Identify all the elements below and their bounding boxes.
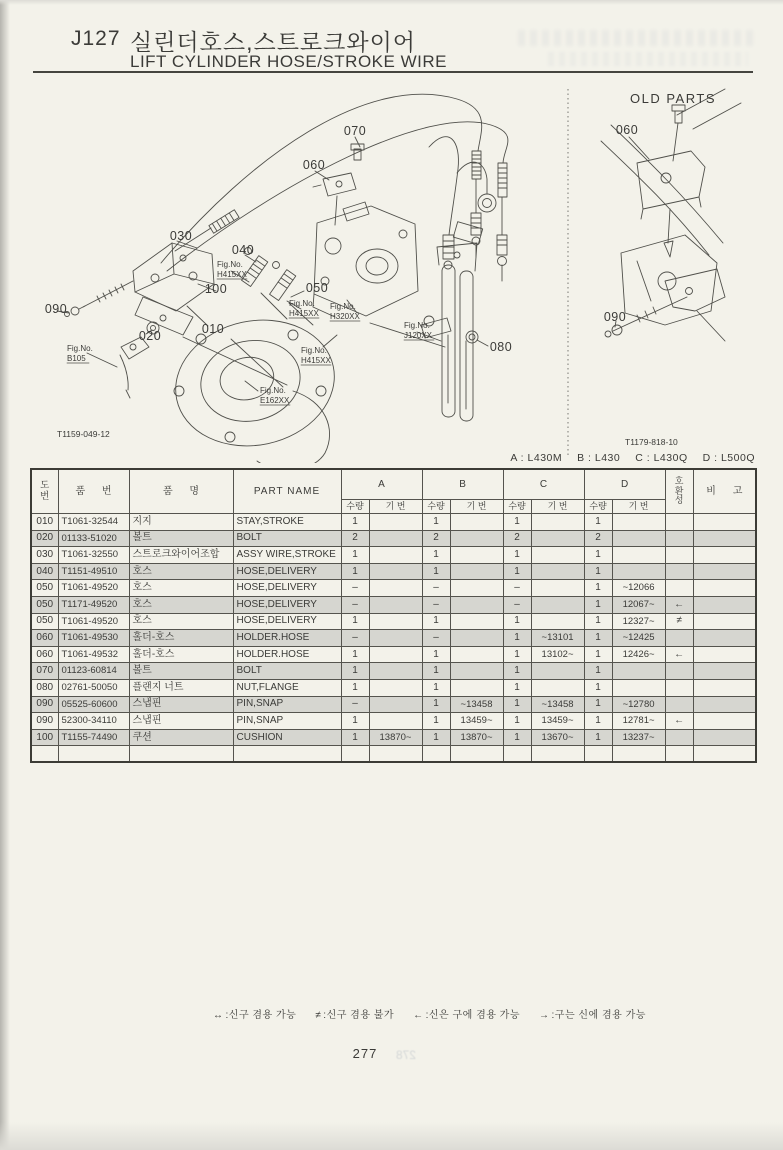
cell-qty-d: 1 [584,696,612,713]
table-row [31,580,756,597]
cell-serial-d: ~12780 [612,696,665,713]
page-title-english: LIFT CYLINDER HOSE/STROKE WIRE [130,52,447,71]
cell-part-no: 01123-60814 [58,663,129,680]
fig-ref-code: J120XX [404,331,433,340]
cell-qty-d: 1 [584,580,612,597]
cell-remarks [693,646,756,663]
col-header-part-no: 품 번 [58,469,129,514]
fig-ref-code: B105 [67,354,86,363]
cell-serial-a [369,646,422,663]
table-row [31,713,756,730]
fig-ref-code: H415XX [217,270,247,279]
cell-qty-a: 1 [341,679,369,696]
cell-remarks [693,596,756,613]
cell-no: 060 [31,630,58,647]
cell-remarks [693,613,756,630]
cell-name-ko: 플랜지 너트 [129,679,233,696]
cell-serial-d [612,563,665,580]
cell-compat [665,547,693,564]
cell-compat [665,563,693,580]
cell-part-name: ASSY WIRE,STROKE [233,547,341,564]
cell-remarks [693,713,756,730]
cell-serial-c [531,514,584,531]
cell-serial-d: ~12425 [612,630,665,647]
table-row [31,630,756,647]
cell-serial-b: 13870~ [450,729,503,746]
table-row [31,530,756,547]
cell-part-name: PIN,SNAP [233,713,341,730]
cell-serial-c [531,613,584,630]
cell-qty-d: 1 [584,547,612,564]
cell-serial-d: ~12066 [612,580,665,597]
cell-serial-b [450,663,503,680]
fig-ref-prefix: Fig.No. [330,302,356,311]
model-a: A : L430M [510,452,563,464]
title-underline [33,71,753,73]
legend-item: ≠ :신구 겸용 불가 [315,1010,395,1021]
cell-qty-b: 1 [422,713,450,730]
cell-qty-d: 1 [584,514,612,531]
cell-qty-a: 1 [341,514,369,531]
cell-no: 020 [31,530,58,547]
cell-serial-d: 12426~ [612,646,665,663]
cell-part-name: CUSHION [233,729,341,746]
legend-item: → :구는 신에 겸용 가능 [539,1010,646,1021]
cell-qty-d: 1 [584,679,612,696]
table-row [31,596,756,613]
cell-serial-a [369,580,422,597]
cell-qty-c: 1 [503,713,531,730]
callout-010: 010 [201,322,225,336]
cell-serial-d [612,514,665,531]
cell-name-ko: 스냅핀 [129,696,233,713]
cell-qty-b: 1 [422,679,450,696]
cell-qty-c: 1 [503,630,531,647]
table-row [31,729,756,746]
cell-serial-b [450,630,503,647]
cell-serial-a [369,613,422,630]
cell-serial-b [450,580,503,597]
cell-qty-c: 1 [503,613,531,630]
cell-serial-c [531,580,584,597]
cell-qty-d: 1 [584,713,612,730]
cell-qty-a: – [341,596,369,613]
cell-name-ko: 볼트 [129,663,233,680]
cell-qty-c: 1 [503,696,531,713]
table-row [31,547,756,564]
table-row [31,679,756,696]
cell-serial-b [450,563,503,580]
cell-part-name: HOSE,DELIVERY [233,596,341,613]
cell-part-name: HOLDER.HOSE [233,646,341,663]
cell-no: 060 [31,646,58,663]
cell-name-ko: 홀더-호스 [129,630,233,647]
cell-serial-d [612,547,665,564]
cell-qty-a: 1 [341,713,369,730]
fig-ref-prefix: Fig.No. [404,321,430,330]
cell-qty-d: 1 [584,563,612,580]
cell-qty-a: 1 [341,563,369,580]
cell-remarks [693,679,756,696]
col-header-remarks: 비 고 [693,469,756,514]
cell-serial-c [531,547,584,564]
cell-no: 040 [31,563,58,580]
col-group-d: D [584,469,665,500]
cell-qty-a: – [341,696,369,713]
cell-remarks [693,630,756,647]
cell-part-no: T1061-49520 [58,580,129,597]
cell-part-no: T1061-32550 [58,547,129,564]
col-header-part-name: PART NAME [233,469,341,514]
cell-qty-c: 1 [503,514,531,531]
cell-serial-a [369,663,422,680]
callout-050: 050 [305,281,329,295]
cell-part-no: T1155-74490 [58,729,129,746]
cell-serial-b [450,530,503,547]
callout-070: 070 [343,124,367,138]
fig-ref-code: E162XX [260,396,290,405]
cell-qty-c: – [503,596,531,613]
cell-part-name: HOSE,DELIVERY [233,563,341,580]
cell-remarks [693,729,756,746]
model-c: C : L430Q [635,452,688,464]
cell-serial-b [450,596,503,613]
cell-serial-c: ~13458 [531,696,584,713]
cell-serial-c: 13670~ [531,729,584,746]
cell-name-ko: 쿠션 [129,729,233,746]
scan-edge-left [0,0,10,1150]
col-header-serial: 기 번 [369,500,422,514]
cell-serial-b [450,514,503,531]
cell-remarks [693,580,756,597]
cell-no: 050 [31,596,58,613]
cell-part-name: HOSE,DELIVERY [233,580,341,597]
table-row [31,663,756,680]
table-row [31,514,756,531]
col-header-qty: 수량 [584,500,612,514]
bleedthrough-smudge [518,30,758,46]
model-d: D : L500Q [702,452,755,464]
cell-qty-b: – [422,630,450,647]
cell-qty-d: 1 [584,663,612,680]
cell-no: 010 [31,514,58,531]
cell-name-ko: 스냅핀 [129,713,233,730]
empty-table-area [31,746,756,763]
cell-compat: ← [665,713,693,730]
legend-item: ↔ :신구 겸용 가능 [213,1010,297,1021]
cell-compat [665,679,693,696]
callout-080: 080 [489,340,513,354]
cell-serial-c [531,663,584,680]
cell-qty-a: 1 [341,646,369,663]
cell-compat [665,514,693,531]
scan-edge-top [0,0,783,5]
cell-name-ko: 홀더-호스 [129,646,233,663]
cell-no: 050 [31,613,58,630]
cell-serial-d: 12067~ [612,596,665,613]
exploded-parts-diagram [25,85,765,463]
cell-serial-d [612,663,665,680]
cell-no: 090 [31,713,58,730]
cell-serial-b [450,679,503,696]
cell-qty-a: 1 [341,729,369,746]
bleedthrough-page-number: 278 [396,1048,417,1062]
cell-name-ko: 호스 [129,563,233,580]
cell-serial-b: ~13458 [450,696,503,713]
fig-ref-prefix: Fig.No. [217,260,243,269]
callout-090: 090 [44,302,68,316]
cell-qty-b: 1 [422,563,450,580]
cell-qty-c: 1 [503,547,531,564]
callout-100: 100 [204,282,228,296]
cell-compat [665,530,693,547]
cell-compat [665,729,693,746]
page-title-korean: 실린더호스,스트로크와이어 [130,29,417,55]
cell-no: 050 [31,580,58,597]
cell-qty-b: 1 [422,696,450,713]
fig-ref-prefix: Fig.No. [289,299,315,308]
cell-compat [665,580,693,597]
table-row [31,613,756,630]
symbol-legend [213,1006,646,1021]
cell-part-name: HOSE,DELIVERY [233,613,341,630]
col-group-a: A [341,469,422,500]
cell-serial-a [369,713,422,730]
cell-qty-c: 2 [503,530,531,547]
callout-060: 060 [302,158,326,172]
cell-qty-a: 1 [341,663,369,680]
cell-part-name: PIN,SNAP [233,696,341,713]
cell-qty-a: – [341,580,369,597]
model-legend [510,452,755,464]
col-header-index: 도 번 [31,469,58,514]
cell-compat: ← [665,596,693,613]
cell-compat [665,630,693,647]
cell-part-no: T1061-49530 [58,630,129,647]
cell-no: 100 [31,729,58,746]
cell-name-ko: 호스 [129,613,233,630]
cell-part-no: 02761-50050 [58,679,129,696]
cell-no: 080 [31,679,58,696]
cell-part-no: T1061-32544 [58,514,129,531]
cell-qty-b: 1 [422,514,450,531]
cell-serial-c: 13459~ [531,713,584,730]
callout-040: 040 [231,243,255,257]
cell-serial-a [369,547,422,564]
fig-ref-code: H415XX [301,356,331,365]
cell-qty-c: 1 [503,663,531,680]
cell-qty-b: – [422,596,450,613]
old-callout-090: 090 [603,310,627,324]
cell-qty-b: 1 [422,663,450,680]
cell-remarks [693,530,756,547]
cell-serial-b [450,613,503,630]
cell-qty-c: – [503,580,531,597]
cell-no: 090 [31,696,58,713]
col-group-c: C [503,469,584,500]
cell-qty-a: 1 [341,547,369,564]
cell-part-name: BOLT [233,530,341,547]
cell-remarks [693,696,756,713]
cell-qty-c: 1 [503,679,531,696]
drawing-number-right: T1179-818-10 [625,437,678,447]
cell-part-no: T1151-49510 [58,563,129,580]
scan-edge-bottom [0,1122,783,1150]
cell-qty-c: 1 [503,563,531,580]
cell-qty-b: 1 [422,547,450,564]
cell-part-name: NUT,FLANGE [233,679,341,696]
cell-qty-b: 1 [422,613,450,630]
cell-compat [665,663,693,680]
cell-serial-a [369,596,422,613]
col-header-name-ko: 품 명 [129,469,233,514]
cell-serial-a [369,630,422,647]
col-header-serial: 기 번 [531,500,584,514]
section-code: J127 [71,27,121,50]
cell-name-ko: 호스 [129,596,233,613]
cell-part-no: 05525-60600 [58,696,129,713]
cell-serial-a [369,514,422,531]
cell-serial-a [369,679,422,696]
cell-part-name: STAY,STROKE [233,514,341,531]
cell-serial-a: 13870~ [369,729,422,746]
cell-compat: ← [665,646,693,663]
cell-remarks [693,547,756,564]
drawing-number-left: T1159-049-12 [57,429,110,439]
cell-name-ko: 볼트 [129,530,233,547]
cell-qty-d: 1 [584,646,612,663]
callout-030: 030 [169,229,193,243]
col-header-qty: 수량 [341,500,369,514]
cell-qty-c: 1 [503,729,531,746]
cell-serial-d: 12781~ [612,713,665,730]
col-header-qty: 수량 [503,500,531,514]
fig-ref-code: H320XX [330,312,360,321]
cell-serial-a [369,696,422,713]
cell-remarks [693,563,756,580]
old-callout-060: 060 [615,123,639,137]
cell-serial-c [531,679,584,696]
col-group-b: B [422,469,503,500]
cell-serial-c: 13102~ [531,646,584,663]
cell-serial-a [369,530,422,547]
cell-part-no: T1061-49520 [58,613,129,630]
legend-item: ← :신은 구에 겸용 가능 [413,1010,520,1021]
cell-serial-c [531,530,584,547]
table-row [31,696,756,713]
table-row [31,646,756,663]
cell-serial-d [612,679,665,696]
cell-compat [665,696,693,713]
cell-serial-b: 13459~ [450,713,503,730]
fig-ref-prefix: Fig.No. [67,344,93,353]
cell-no: 070 [31,663,58,680]
fig-ref-prefix: Fig.No. [301,346,327,355]
cell-no: 030 [31,547,58,564]
cell-name-ko: 지지 [129,514,233,531]
col-header-compat: 호 환 성 [665,469,693,514]
col-header-serial: 기 번 [450,500,503,514]
cell-part-no: T1171-49520 [58,596,129,613]
col-header-serial: 기 번 [612,500,665,514]
cell-serial-c: ~13101 [531,630,584,647]
cell-qty-a: – [341,630,369,647]
cell-serial-c [531,596,584,613]
cell-qty-b: – [422,580,450,597]
cell-qty-d: 1 [584,729,612,746]
cell-qty-d: 1 [584,596,612,613]
cell-part-name: HOLDER.HOSE [233,630,341,647]
cell-name-ko: 호스 [129,580,233,597]
cell-qty-c: 1 [503,646,531,663]
callout-020: 020 [138,329,162,343]
cell-qty-b: 1 [422,646,450,663]
cell-serial-d: 12327~ [612,613,665,630]
cell-qty-d: 1 [584,630,612,647]
cell-part-name: BOLT [233,663,341,680]
cell-serial-a [369,563,422,580]
cell-remarks [693,663,756,680]
fig-ref-prefix: Fig.No. [260,386,286,395]
cell-qty-d: 2 [584,530,612,547]
cell-part-no: 52300-34110 [58,713,129,730]
cell-qty-a: 1 [341,613,369,630]
parts-table [30,468,757,763]
cell-serial-b [450,547,503,564]
cell-remarks [693,514,756,531]
cell-serial-c [531,563,584,580]
cell-serial-d [612,530,665,547]
table-row [31,563,756,580]
cell-serial-d: 13237~ [612,729,665,746]
cell-name-ko: 스트로크와이어조합 [129,547,233,564]
old-parts-title: OLD PARTS [630,91,716,106]
cell-qty-b: 2 [422,530,450,547]
page-number: 277 [352,1046,378,1061]
cell-compat: ≠ [665,613,693,630]
fig-ref-code: H415XX [289,309,319,318]
cell-qty-a: 2 [341,530,369,547]
model-b: B : L430 [577,452,621,464]
cell-serial-b [450,646,503,663]
cell-part-no: 01133-51020 [58,530,129,547]
bleedthrough-smudge [548,52,748,66]
col-header-qty: 수량 [422,500,450,514]
cell-qty-b: 1 [422,729,450,746]
cell-qty-d: 1 [584,613,612,630]
cell-part-no: T1061-49532 [58,646,129,663]
